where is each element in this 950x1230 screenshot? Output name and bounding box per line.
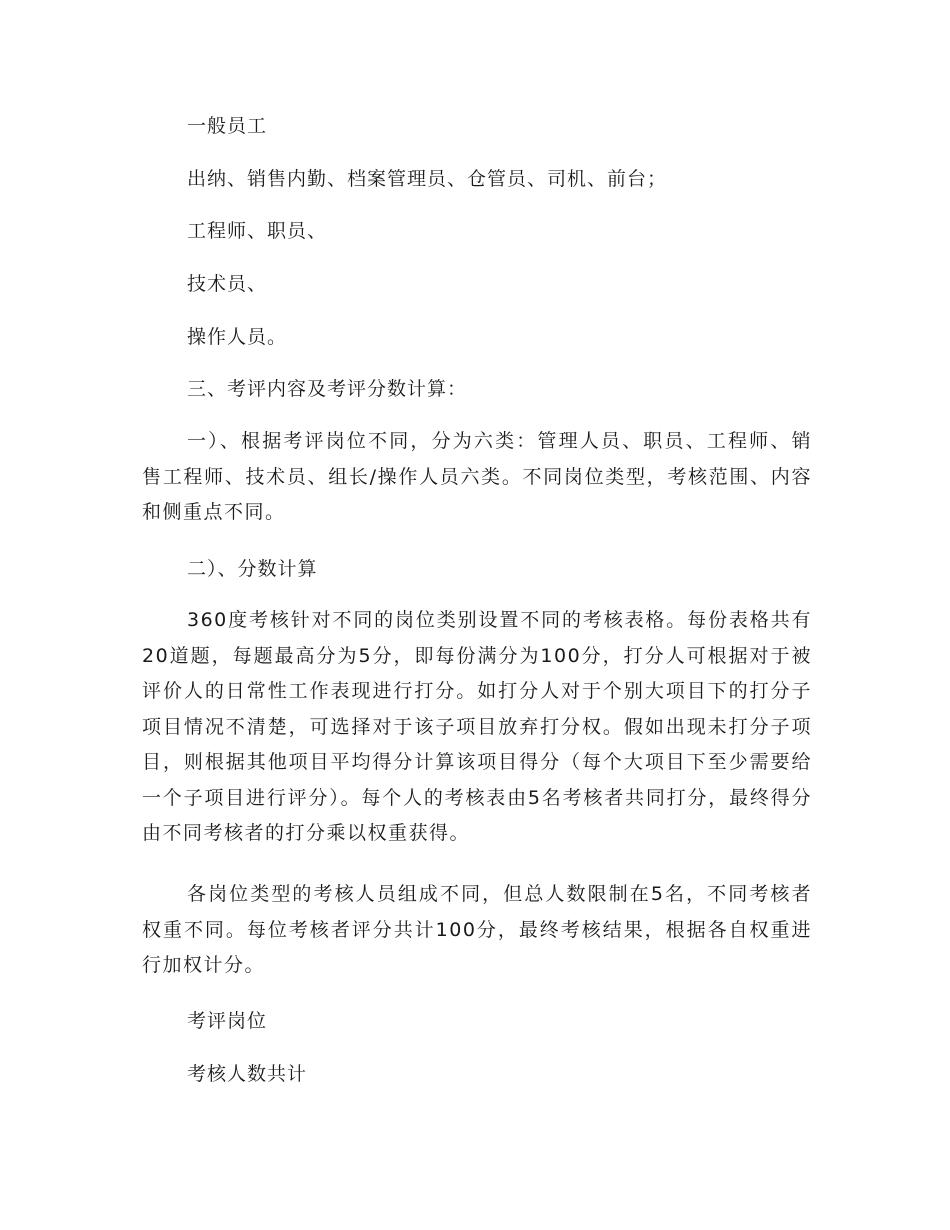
line-staff-roles: 出纳、销售内勤、档案管理员、仓管员、司机、前台； <box>187 168 668 190</box>
section-heading-3: 三、考评内容及考评分数计算： <box>187 378 468 400</box>
paragraph-360-review: 360度考核针对不同的岗位类别设置不同的考核表格。每份表格共有20道题，每题最高分为5分，即每份满分为100分，打分人可根据对于被评价人的日常性工作表现进行打分。如打分人对于个别大项目下的打分子项目情况不清楚，可选择对于该子项目放弃打分权。假如出现未打分子项目，则根据其他项目平均得分计算该项目得分（每个大项目下至少需要给一个子项目进行评分）。每个人的考核表由5名考核者共同打分，最终得分由不同考核者的打分乘以权重获得。 <box>142 609 812 844</box>
line-technician: 技术员、 <box>187 273 268 295</box>
label-reviewer-count: 考核人数共计 <box>187 1063 308 1085</box>
subheading-score-calc: 二）、分数计算 <box>187 558 318 580</box>
label-review-position: 考评岗位 <box>187 1010 268 1032</box>
line-general-staff: 一般员工 <box>187 115 268 137</box>
line-engineer: 工程师、职员、 <box>187 220 328 242</box>
paragraph-categories: 一）、根据考评岗位不同，分为六类：管理人员、职员、工程师、销售工程师、技术员、组长/操作人员六类。不同岗位类型，考核范围、内容和侧重点不同。 <box>142 430 812 523</box>
paragraph-weights: 各岗位类型的考核人员组成不同，但总人数限制在5名，不同考核者权重不同。每位考核者评分共计100分，最终考核结果，根据各自权重进行加权计分。 <box>142 883 812 976</box>
line-operator: 操作人员。 <box>187 326 288 348</box>
